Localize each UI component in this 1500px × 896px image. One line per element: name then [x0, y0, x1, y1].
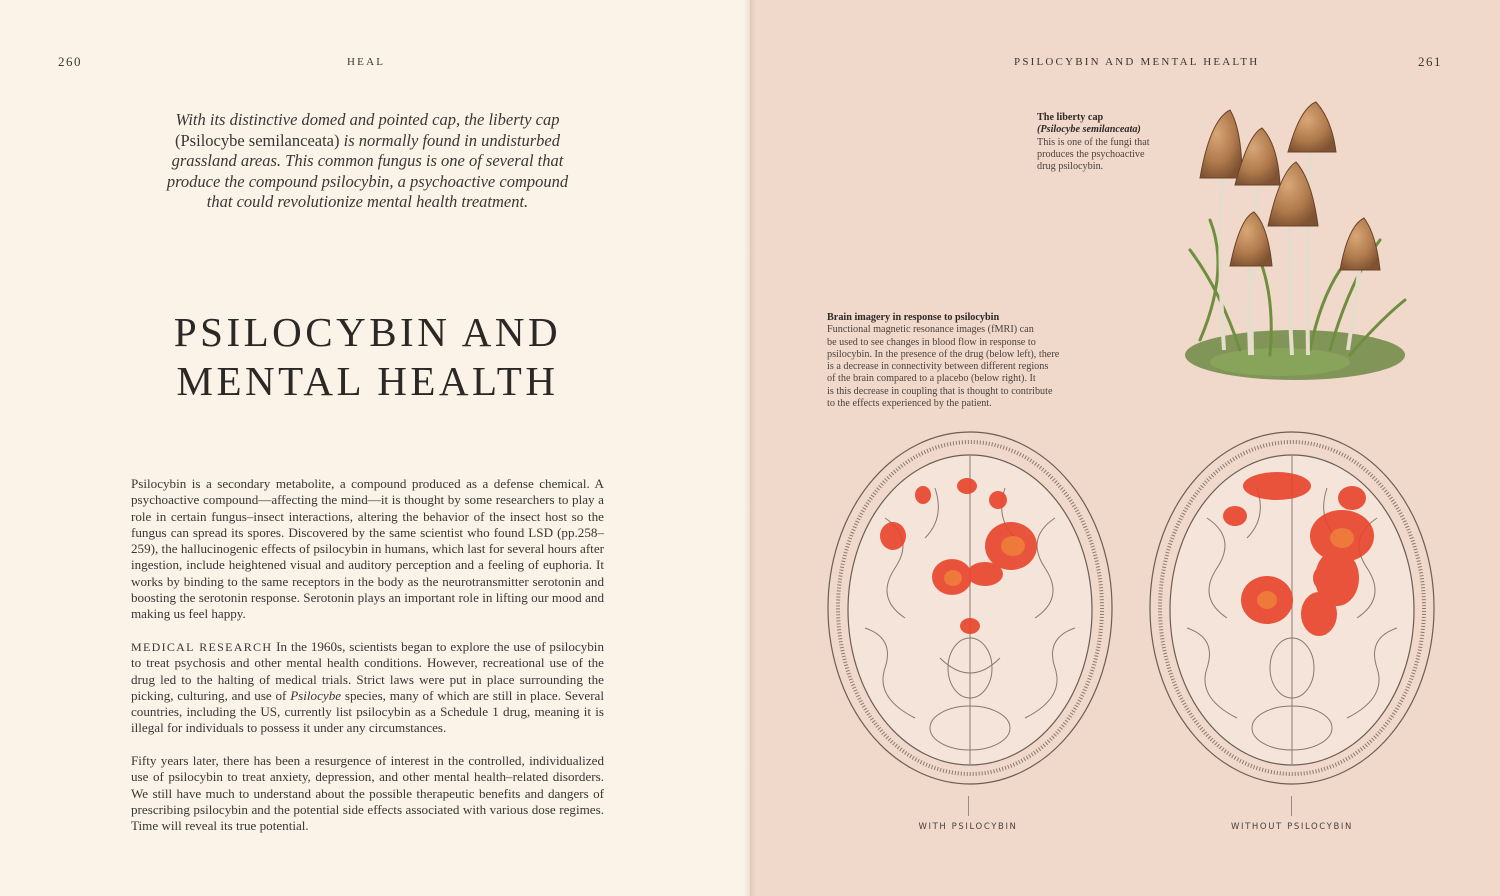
- intro-line: With its distinctive domed and pointed cap, the liberty cap: [175, 110, 560, 129]
- caption-species: (Psilocybe semilanceata): [1037, 124, 1141, 136]
- caption-line: This is one of the fungi that: [1037, 136, 1150, 148]
- caption-title: The liberty cap: [1037, 112, 1104, 123]
- intro-paragraph: [130, 110, 605, 213]
- book-gutter: [744, 0, 756, 896]
- running-head-right: PSILOCYBIN AND MENTAL HEALTH: [1014, 56, 1260, 68]
- page-number-right: 261: [1418, 54, 1442, 69]
- caption-line: is a decrease in connectivity between different regions: [827, 361, 1049, 373]
- intro-line-rest: is normally found in undisturbed: [339, 130, 560, 150]
- liberty-cap-mushroom-illustration: [1180, 100, 1410, 390]
- intro-line: produce the compound psilocybin, a psychoactive compound: [166, 171, 569, 191]
- body-paragraph-2: [131, 639, 604, 737]
- body-text-span: species, many of which are still in place. Several countries, including the US, currently list psilocybin as a Schedule 1 drug, meaning it is illegal for individuals to possess it under any circumstances.: [131, 687, 605, 736]
- leader-line: [1291, 796, 1292, 816]
- intro-species: (Psilocybe semilanceata): [175, 130, 340, 150]
- intro-line: that could revolutionize mental health treatment.: [206, 192, 529, 211]
- title-line: MENTAL HEALTH: [176, 358, 559, 404]
- intro-line: grassland areas. This common fungus is one of several that: [171, 151, 564, 170]
- leader-line: [968, 796, 969, 816]
- body-paragraph-3: Fifty years later, there has been a resurgence of interest in the controlled, individualized use of psilocybin to treat anxiety, depression, and other mental health–related disorders. We still have much to understand about the possible therapeutic benefits and dangers of prescribing psilocybin and the potential side effects associated with various dose regimes. Time will reveal its true potential.: [131, 753, 604, 834]
- italic-genus: Psilocybe: [290, 687, 342, 703]
- label-without-psilocybin: WITHOUT PSILOCYBIN: [1231, 822, 1353, 832]
- body-paragraph-1: Psilocybin is a secondary metabolite, a compound produced as a defense chemical. A psychoactive compound—affecting the mind—it is thought by some researchers to play a role in certain fungus–insect interactions, altering the behavior of the insect host so the fungus can spread its spores. Discovered by the same scientist who found LSD (pp.258–259), the hallucinogenic effects of psilocybin in humans, which last for several hours after ingestion, include heightened visual and auditory perception and a feeling of euphoria. It works by binding to the same receptors in the body as the neurotransmitter serotonin and boosting the serotonin response. Serotonin plays an important role in lifting our mood and making us feel happy.: [131, 476, 604, 622]
- page-number-left: 260: [58, 54, 82, 69]
- intro-line: [130, 131, 605, 152]
- brain-fmri-without-psilocybin: [1147, 428, 1437, 788]
- running-head-left: HEAL: [347, 56, 386, 68]
- caption-line: psilocybin. In the presence of the drug (below left), there: [827, 348, 1060, 360]
- section-heading: MEDICAL RESEARCH: [131, 640, 273, 654]
- caption-title: Brain imagery in response to psilocybin: [827, 312, 1000, 323]
- caption-line: is this decrease in coupling that is thought to contribute: [827, 385, 1053, 397]
- caption-line: produces the psychoactive: [1037, 148, 1145, 160]
- brain-fmri-with-psilocybin: [825, 428, 1115, 788]
- mushroom-caption: [1037, 112, 1187, 173]
- caption-line: drug psilocybin.: [1037, 161, 1104, 173]
- right-page: [750, 0, 1500, 896]
- page-title: [120, 308, 615, 406]
- caption-line: be used to see changes in blood flow in response to: [827, 336, 1036, 348]
- label-with-psilocybin: WITH PSILOCYBIN: [918, 822, 1018, 832]
- caption-line: of the brain compared to a placebo (below right). It: [827, 373, 1036, 385]
- caption-line: to the effects experienced by the patient.: [827, 398, 992, 410]
- caption-line: Functional magnetic resonance images (fMRI) can: [827, 324, 1034, 336]
- body-text-span: In the 1960s, scientists began to explore the use of psilocybin to treat psychosis and other mental health conditions. However, recreational use of the drug led to the halting of medical trials. Strict laws were put in place surrounding the picking, culturing, and use of: [131, 639, 604, 703]
- title-line: PSILOCYBIN AND: [173, 309, 562, 355]
- brain-caption: [827, 312, 1097, 410]
